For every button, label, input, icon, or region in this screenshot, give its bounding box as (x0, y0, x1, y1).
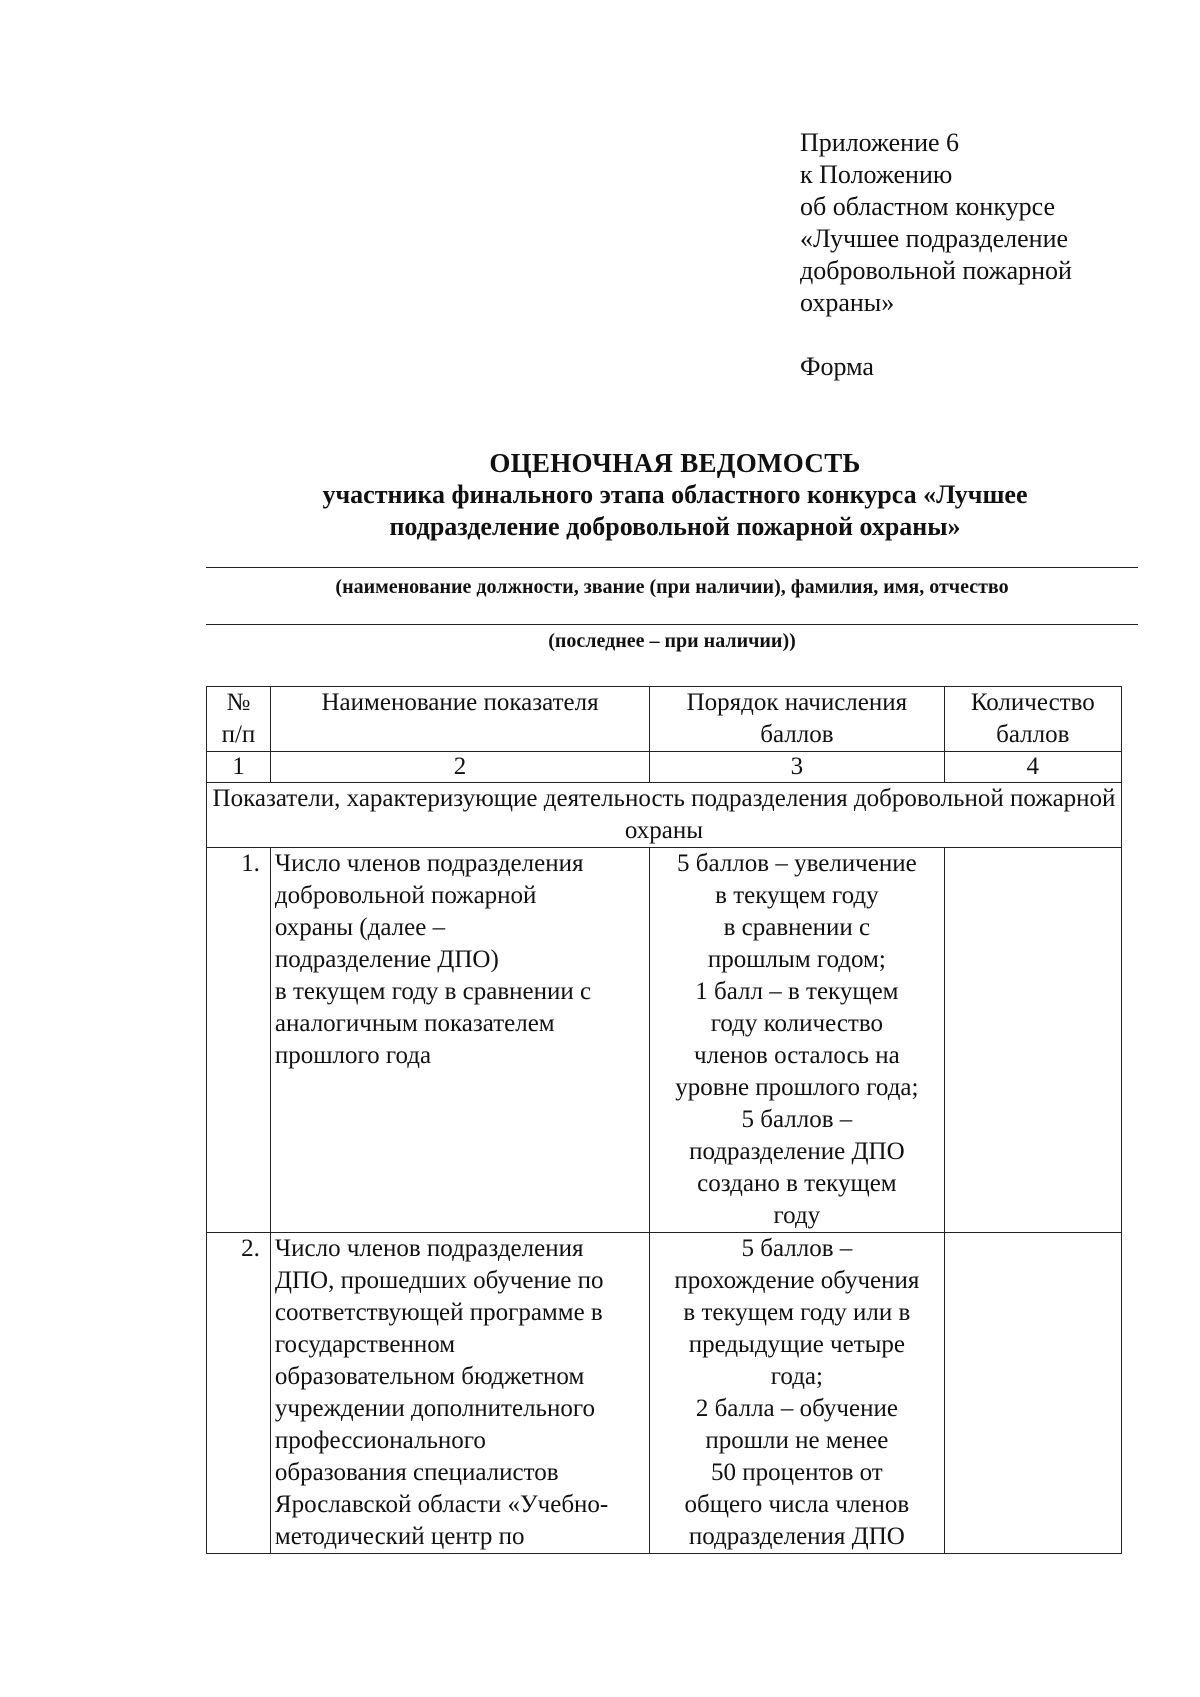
appendix-line: добровольной пожарной (800, 256, 1072, 285)
row-index: 2. (207, 1233, 271, 1554)
document-title: ОЦЕНОЧНАЯ ВЕДОМОСТЬ (489, 448, 861, 478)
table-row (207, 1233, 1122, 1554)
appendix-line: «Лучшее подразделение (800, 224, 1069, 253)
column-number: 1 (207, 752, 271, 783)
appendix-line: охраны» (800, 288, 895, 317)
participant-caption: (наименование должности, звание (при наличии), фамилия, имя, отчество (335, 576, 1009, 598)
row-indicator: Число членов подразделения добровольной пожарной охраны (далее – подразделение ДПО) в текущем году в сравнении с аналогичным показателем прошлого года (270, 848, 649, 1233)
title-block (200, 447, 1150, 543)
row-index: 1. (207, 848, 271, 1233)
row-scoring: 5 баллов – прохождение обучения в текущем году или в предыдущие четыре года; 2 балла – обучение прошли не менее 50 процентов от общего числа членов подразделения ДПО (650, 1233, 944, 1554)
row-score-cell[interactable] (944, 848, 1121, 1233)
participant-caption-continued: (последнее – при наличии)) (548, 630, 796, 652)
section-title: Показатели, характеризующие деятельность подразделения добровольной пожарной охраны (207, 783, 1122, 848)
header-score: Количество баллов (944, 687, 1121, 752)
row-scoring: 5 баллов – увеличение в текущем году в сравнении с прошлым годом; 1 балл – в текущем году количество членов осталось на уровне прошлого года; 5 баллов – подразделение ДПО создано в текущем году (650, 848, 944, 1233)
column-number: 4 (944, 752, 1121, 783)
assessment-table (206, 686, 1122, 1554)
section-row (207, 783, 1122, 848)
appendix-line: к Положению (800, 160, 953, 189)
row-indicator: Число членов подразделения ДПО, прошедших обучение по соответствующей программе в государственном образовательном бюджетном учреждении дополнительного профессионального образования специалистов Ярославской области «Учебно- методический центр по (270, 1233, 649, 1554)
form-label: Форма (800, 352, 874, 381)
table-header-row (207, 687, 1122, 752)
appendix-line: Приложение 6 (800, 128, 960, 157)
participant-name-line-continued (206, 624, 1138, 625)
column-number-row (207, 752, 1122, 783)
appendix-block (800, 127, 1140, 383)
header-indicator: Наименование показателя (270, 687, 649, 752)
participant-name-line (206, 567, 1138, 568)
column-number: 2 (270, 752, 649, 783)
header-number: № п/п (207, 687, 271, 752)
table-row (207, 848, 1122, 1233)
column-number: 3 (650, 752, 944, 783)
row-score-cell[interactable] (944, 1233, 1121, 1554)
document-subtitle-line: участника финального этапа областного конкурса «Лучшее (322, 480, 1028, 509)
appendix-line: об областном конкурсе (800, 192, 1055, 221)
document-subtitle-line: подразделение добровольной пожарной охраны» (389, 512, 961, 541)
header-scoring: Порядок начисления баллов (650, 687, 944, 752)
